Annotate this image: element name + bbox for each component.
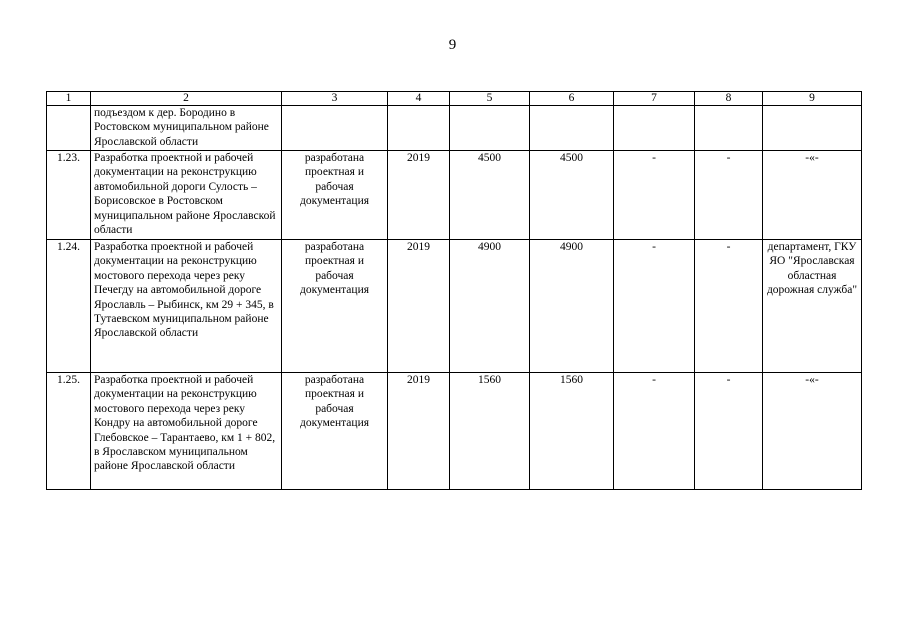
column-header: 9 (763, 92, 862, 106)
activity-result: разработана проектная и рабочая документация (282, 373, 388, 490)
row-number: 1.25. (47, 373, 91, 490)
activity-result (282, 106, 388, 151)
activity-name: Разработка проектной и рабочей документации на реконструкцию автомобильной дороги Сулость – Борисовское в Ростовском муниципальном районе Ярославской области (91, 151, 282, 240)
value-col5: 4900 (450, 240, 530, 373)
column-header: 1 (47, 92, 91, 106)
value-col7: - (614, 373, 695, 490)
column-header: 6 (530, 92, 614, 106)
column-header: 7 (614, 92, 695, 106)
table-row (47, 240, 862, 373)
activity-year: 2019 (388, 151, 450, 240)
activity-name: Разработка проектной и рабочей документации на реконструкцию мостового перехода через реку Печегду на автомобильной дороге Ярославль – Рыбинск, км 29 + 345, в Тутаевском муниципальном районе Ярославской области (91, 240, 282, 373)
value-col8 (695, 106, 763, 151)
value-col8: - (695, 240, 763, 373)
row-number (47, 106, 91, 151)
activity-year: 2019 (388, 373, 450, 490)
activity-year (388, 106, 450, 151)
table-row (47, 106, 862, 151)
responsible: -«- (763, 151, 862, 240)
column-header: 5 (450, 92, 530, 106)
value-col7: - (614, 151, 695, 240)
table-row (47, 373, 862, 490)
value-col7 (614, 106, 695, 151)
responsible: -«- (763, 373, 862, 490)
activity-result: разработана проектная и рабочая документация (282, 151, 388, 240)
value-col6: 1560 (530, 373, 614, 490)
activity-name: подъездом к дер. Бородино в Ростовском муниципальном районе Ярославской области (91, 106, 282, 151)
responsible: департамент, ГКУ ЯО "Ярославская областная дорожная служба" (763, 240, 862, 373)
value-col5: 4500 (450, 151, 530, 240)
column-header: 8 (695, 92, 763, 106)
table-header-row (47, 92, 862, 106)
activity-year: 2019 (388, 240, 450, 373)
value-col6: 4500 (530, 151, 614, 240)
value-col8: - (695, 151, 763, 240)
row-number: 1.23. (47, 151, 91, 240)
value-col6 (530, 106, 614, 151)
column-header: 3 (282, 92, 388, 106)
program-table (46, 91, 862, 490)
table-row (47, 151, 862, 240)
value-col5: 1560 (450, 373, 530, 490)
column-header: 2 (91, 92, 282, 106)
value-col7: - (614, 240, 695, 373)
page-number: 9 (448, 37, 457, 53)
value-col8: - (695, 373, 763, 490)
row-number: 1.24. (47, 240, 91, 373)
value-col5 (450, 106, 530, 151)
activity-name: Разработка проектной и рабочей документации на реконструкцию мостового перехода через реку Кондру на автомобильной дороге Глебовское – Тарантаево, км 1 + 802, в Ярославском муниципальном районе Ярославской области (91, 373, 282, 490)
value-col6: 4900 (530, 240, 614, 373)
column-header: 4 (388, 92, 450, 106)
responsible (763, 106, 862, 151)
activity-result: разработана проектная и рабочая документация (282, 240, 388, 373)
